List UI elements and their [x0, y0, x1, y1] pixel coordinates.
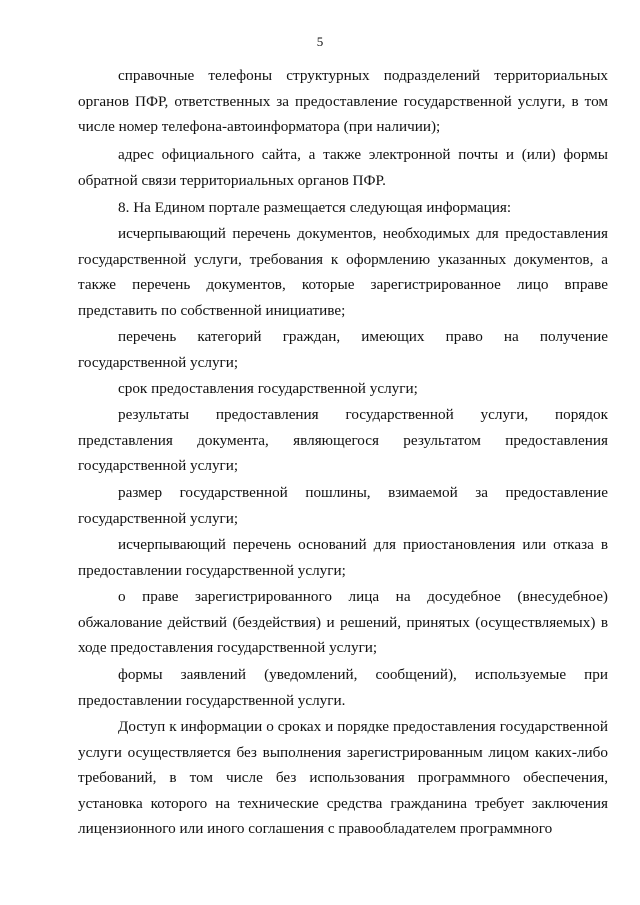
paragraph-information-access: Доступ к информации о сроках и порядке предоставления государственной услуги осуществляется без выполнения зарегистрированным лицом каких-либо требований, в том числе без использования программного обеспечения, установка которого на технические средства гражданина требует заключения лицензионного или иного соглашения с правообладателем программного: [78, 718, 608, 837]
page-number: 5: [316, 34, 324, 49]
paragraph-service-results: результаты предоставления государственной услуги, порядок представления документа, являющегося результатом предоставления государственной услуги;: [78, 406, 608, 474]
paragraph-state-fee: размер государственной пошлины, взимаемой за предоставление государственной услуги;: [78, 484, 608, 527]
paragraph-reference-phones: справочные телефоны структурных подразделений территориальных органов ПФР, ответственных за предоставление государственной услуги, в том числе номер телефона-автоинформатора (при наличии);: [78, 67, 608, 135]
paragraph-documents-list: исчерпывающий перечень документов, необходимых для предоставления государственной услуги, требования к оформлению указанных документов, а также перечень документов, которые зарегистрированное лицо вправе представить по собственной инициативе;: [78, 225, 608, 319]
paragraph-citizen-categories: перечень категорий граждан, имеющих право на получение государственной услуги;: [78, 328, 608, 371]
paragraph-refusal-grounds: исчерпывающий перечень оснований для приостановления или отказа в предоставлении государственной услуги;: [78, 536, 608, 579]
paragraph-item-8: 8. На Едином портале размещается следующая информация:: [118, 199, 512, 216]
paragraph-appeal-right: о праве зарегистрированного лица на досудебное (внесудебное) обжалование действий (бездействия) и решений, принятых (осуществляемых) в ходе предоставления государственной услуги;: [78, 588, 608, 656]
paragraph-service-term: срок предоставления государственной услуги;: [118, 380, 418, 397]
paragraph-application-forms: формы заявлений (уведомлений, сообщений), используемые при предоставлении государственной услуги.: [78, 666, 608, 709]
paragraph-official-site: адрес официального сайта, а также электронной почты и (или) формы обратной связи территориальных органов ПФР.: [78, 146, 608, 189]
